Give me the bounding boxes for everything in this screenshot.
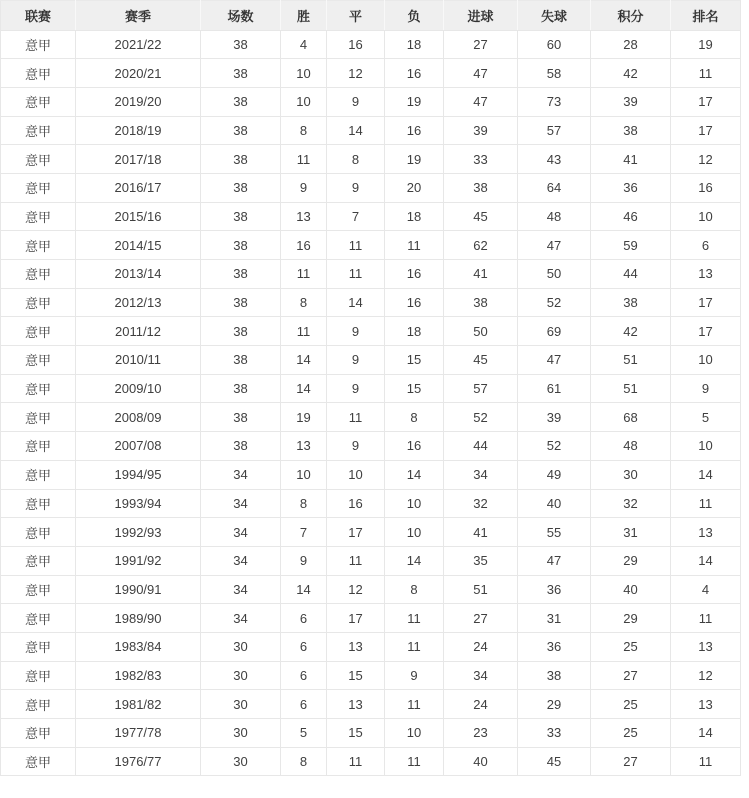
- cell-draws: 17: [327, 518, 385, 547]
- cell-season: 1989/90: [76, 604, 201, 633]
- cell-losses: 18: [385, 317, 444, 346]
- cell-wins: 10: [281, 59, 327, 88]
- cell-goals-against: 40: [518, 489, 591, 518]
- cell-league: 意甲: [1, 432, 76, 461]
- cell-season: 2020/21: [76, 59, 201, 88]
- cell-league: 意甲: [1, 546, 76, 575]
- column-header-wins: 胜: [281, 1, 327, 31]
- cell-season: 1991/92: [76, 546, 201, 575]
- cell-goals-against: 43: [518, 145, 591, 174]
- cell-goals-for: 47: [444, 87, 518, 116]
- cell-season: 2017/18: [76, 145, 201, 174]
- cell-rank: 13: [671, 690, 741, 719]
- table-row: [1, 145, 741, 174]
- cell-season: 1976/77: [76, 747, 201, 776]
- cell-goals-for: 57: [444, 374, 518, 403]
- cell-points: 25: [591, 690, 671, 719]
- cell-wins: 16: [281, 231, 327, 260]
- cell-losses: 15: [385, 374, 444, 403]
- table-row: [1, 30, 741, 59]
- cell-draws: 16: [327, 30, 385, 59]
- table-row: [1, 59, 741, 88]
- cell-league: 意甲: [1, 317, 76, 346]
- cell-matches: 38: [201, 260, 281, 289]
- cell-goals-for: 24: [444, 690, 518, 719]
- cell-losses: 10: [385, 518, 444, 547]
- cell-points: 32: [591, 489, 671, 518]
- cell-losses: 8: [385, 403, 444, 432]
- cell-goals-against: 55: [518, 518, 591, 547]
- table-row: [1, 575, 741, 604]
- cell-wins: 13: [281, 432, 327, 461]
- cell-wins: 10: [281, 87, 327, 116]
- cell-goals-against: 31: [518, 604, 591, 633]
- cell-league: 意甲: [1, 30, 76, 59]
- cell-draws: 11: [327, 403, 385, 432]
- column-header-points: 积分: [591, 1, 671, 31]
- cell-matches: 34: [201, 575, 281, 604]
- cell-season: 1993/94: [76, 489, 201, 518]
- cell-rank: 5: [671, 403, 741, 432]
- column-header-draws: 平: [327, 1, 385, 31]
- cell-league: 意甲: [1, 173, 76, 202]
- cell-losses: 19: [385, 145, 444, 174]
- cell-season: 1994/95: [76, 460, 201, 489]
- cell-matches: 38: [201, 116, 281, 145]
- cell-points: 59: [591, 231, 671, 260]
- cell-rank: 17: [671, 87, 741, 116]
- cell-losses: 16: [385, 116, 444, 145]
- cell-league: 意甲: [1, 116, 76, 145]
- cell-wins: 10: [281, 460, 327, 489]
- cell-wins: 14: [281, 346, 327, 375]
- cell-matches: 34: [201, 489, 281, 518]
- cell-wins: 8: [281, 489, 327, 518]
- cell-matches: 38: [201, 87, 281, 116]
- cell-points: 30: [591, 460, 671, 489]
- cell-goals-against: 45: [518, 747, 591, 776]
- table-row: [1, 489, 741, 518]
- table-row: [1, 346, 741, 375]
- cell-league: 意甲: [1, 719, 76, 748]
- table-row: [1, 432, 741, 461]
- cell-matches: 30: [201, 661, 281, 690]
- cell-wins: 6: [281, 690, 327, 719]
- cell-season: 1990/91: [76, 575, 201, 604]
- cell-goals-for: 47: [444, 59, 518, 88]
- cell-rank: 16: [671, 173, 741, 202]
- cell-rank: 14: [671, 546, 741, 575]
- cell-wins: 11: [281, 317, 327, 346]
- column-header-matches: 场数: [201, 1, 281, 31]
- cell-losses: 16: [385, 260, 444, 289]
- cell-wins: 9: [281, 173, 327, 202]
- cell-matches: 38: [201, 59, 281, 88]
- cell-points: 44: [591, 260, 671, 289]
- cell-points: 68: [591, 403, 671, 432]
- cell-rank: 11: [671, 59, 741, 88]
- cell-losses: 11: [385, 747, 444, 776]
- cell-matches: 30: [201, 690, 281, 719]
- cell-season: 2015/16: [76, 202, 201, 231]
- cell-draws: 9: [327, 317, 385, 346]
- cell-league: 意甲: [1, 489, 76, 518]
- cell-goals-against: 36: [518, 632, 591, 661]
- table-row: [1, 231, 741, 260]
- cell-rank: 14: [671, 719, 741, 748]
- table-row: [1, 661, 741, 690]
- cell-season: 2012/13: [76, 288, 201, 317]
- cell-points: 27: [591, 661, 671, 690]
- cell-draws: 16: [327, 489, 385, 518]
- cell-points: 39: [591, 87, 671, 116]
- cell-matches: 38: [201, 317, 281, 346]
- cell-points: 51: [591, 346, 671, 375]
- cell-matches: 34: [201, 518, 281, 547]
- cell-rank: 10: [671, 432, 741, 461]
- cell-losses: 8: [385, 575, 444, 604]
- cell-goals-against: 29: [518, 690, 591, 719]
- cell-losses: 11: [385, 604, 444, 633]
- cell-league: 意甲: [1, 661, 76, 690]
- cell-matches: 38: [201, 432, 281, 461]
- cell-goals-for: 34: [444, 460, 518, 489]
- cell-goals-against: 38: [518, 661, 591, 690]
- cell-season: 1983/84: [76, 632, 201, 661]
- cell-goals-for: 24: [444, 632, 518, 661]
- cell-goals-for: 52: [444, 403, 518, 432]
- cell-rank: 13: [671, 632, 741, 661]
- cell-goals-for: 38: [444, 173, 518, 202]
- table-row: [1, 403, 741, 432]
- cell-season: 2013/14: [76, 260, 201, 289]
- cell-draws: 11: [327, 747, 385, 776]
- cell-goals-against: 69: [518, 317, 591, 346]
- column-header-goals-against: 失球: [518, 1, 591, 31]
- table-row: [1, 518, 741, 547]
- cell-matches: 30: [201, 632, 281, 661]
- cell-season: 1977/78: [76, 719, 201, 748]
- table-row: [1, 632, 741, 661]
- cell-losses: 19: [385, 87, 444, 116]
- cell-league: 意甲: [1, 145, 76, 174]
- cell-goals-for: 45: [444, 202, 518, 231]
- cell-league: 意甲: [1, 518, 76, 547]
- cell-matches: 38: [201, 202, 281, 231]
- cell-draws: 13: [327, 632, 385, 661]
- cell-goals-for: 41: [444, 518, 518, 547]
- cell-wins: 11: [281, 145, 327, 174]
- column-header-season: 赛季: [76, 1, 201, 31]
- table-row: [1, 317, 741, 346]
- cell-losses: 10: [385, 489, 444, 518]
- cell-league: 意甲: [1, 690, 76, 719]
- cell-matches: 38: [201, 30, 281, 59]
- table-row: [1, 690, 741, 719]
- cell-goals-for: 41: [444, 260, 518, 289]
- cell-goals-against: 48: [518, 202, 591, 231]
- cell-matches: 38: [201, 374, 281, 403]
- cell-wins: 8: [281, 116, 327, 145]
- cell-league: 意甲: [1, 604, 76, 633]
- cell-league: 意甲: [1, 288, 76, 317]
- cell-goals-against: 52: [518, 432, 591, 461]
- table-row: [1, 604, 741, 633]
- cell-draws: 9: [327, 87, 385, 116]
- cell-season: 2021/22: [76, 30, 201, 59]
- cell-losses: 16: [385, 432, 444, 461]
- cell-draws: 11: [327, 546, 385, 575]
- cell-wins: 19: [281, 403, 327, 432]
- cell-wins: 5: [281, 719, 327, 748]
- table-row: [1, 719, 741, 748]
- cell-rank: 17: [671, 116, 741, 145]
- cell-goals-against: 60: [518, 30, 591, 59]
- cell-rank: 11: [671, 489, 741, 518]
- cell-rank: 10: [671, 346, 741, 375]
- cell-goals-for: 40: [444, 747, 518, 776]
- cell-season: 2009/10: [76, 374, 201, 403]
- cell-points: 29: [591, 604, 671, 633]
- cell-goals-against: 36: [518, 575, 591, 604]
- cell-losses: 18: [385, 30, 444, 59]
- cell-rank: 10: [671, 202, 741, 231]
- cell-points: 40: [591, 575, 671, 604]
- cell-goals-against: 33: [518, 719, 591, 748]
- cell-draws: 8: [327, 145, 385, 174]
- cell-goals-for: 50: [444, 317, 518, 346]
- cell-points: 29: [591, 546, 671, 575]
- cell-losses: 9: [385, 661, 444, 690]
- cell-goals-against: 64: [518, 173, 591, 202]
- cell-wins: 8: [281, 288, 327, 317]
- cell-league: 意甲: [1, 87, 76, 116]
- cell-losses: 16: [385, 59, 444, 88]
- cell-points: 27: [591, 747, 671, 776]
- cell-league: 意甲: [1, 346, 76, 375]
- cell-rank: 6: [671, 231, 741, 260]
- cell-matches: 38: [201, 231, 281, 260]
- cell-goals-against: 52: [518, 288, 591, 317]
- cell-losses: 16: [385, 288, 444, 317]
- table-row: [1, 374, 741, 403]
- cell-league: 意甲: [1, 260, 76, 289]
- column-header-rank: 排名: [671, 1, 741, 31]
- cell-league: 意甲: [1, 59, 76, 88]
- cell-season: 2011/12: [76, 317, 201, 346]
- table-row: [1, 116, 741, 145]
- cell-wins: 6: [281, 632, 327, 661]
- cell-matches: 34: [201, 546, 281, 575]
- cell-league: 意甲: [1, 202, 76, 231]
- cell-wins: 13: [281, 202, 327, 231]
- table-row: [1, 202, 741, 231]
- cell-draws: 14: [327, 288, 385, 317]
- cell-rank: 11: [671, 604, 741, 633]
- cell-draws: 10: [327, 460, 385, 489]
- cell-points: 28: [591, 30, 671, 59]
- cell-goals-for: 27: [444, 30, 518, 59]
- cell-season: 1992/93: [76, 518, 201, 547]
- cell-rank: 13: [671, 260, 741, 289]
- cell-matches: 38: [201, 288, 281, 317]
- cell-goals-for: 34: [444, 661, 518, 690]
- cell-goals-against: 47: [518, 231, 591, 260]
- cell-draws: 11: [327, 231, 385, 260]
- cell-points: 38: [591, 116, 671, 145]
- cell-season: 2010/11: [76, 346, 201, 375]
- cell-points: 42: [591, 317, 671, 346]
- cell-losses: 15: [385, 346, 444, 375]
- cell-wins: 6: [281, 661, 327, 690]
- cell-season: 2018/19: [76, 116, 201, 145]
- cell-goals-against: 73: [518, 87, 591, 116]
- cell-wins: 4: [281, 30, 327, 59]
- cell-wins: 9: [281, 546, 327, 575]
- table-row: [1, 173, 741, 202]
- cell-points: 41: [591, 145, 671, 174]
- cell-wins: 14: [281, 374, 327, 403]
- cell-matches: 38: [201, 173, 281, 202]
- cell-goals-for: 38: [444, 288, 518, 317]
- cell-rank: 17: [671, 288, 741, 317]
- cell-losses: 11: [385, 690, 444, 719]
- cell-goals-for: 44: [444, 432, 518, 461]
- cell-draws: 9: [327, 432, 385, 461]
- cell-season: 1982/83: [76, 661, 201, 690]
- table-row: [1, 546, 741, 575]
- cell-draws: 9: [327, 346, 385, 375]
- cell-draws: 11: [327, 260, 385, 289]
- cell-losses: 14: [385, 546, 444, 575]
- cell-season: 2007/08: [76, 432, 201, 461]
- cell-wins: 7: [281, 518, 327, 547]
- table-row: [1, 747, 741, 776]
- cell-season: 2014/15: [76, 231, 201, 260]
- cell-draws: 17: [327, 604, 385, 633]
- cell-points: 31: [591, 518, 671, 547]
- cell-goals-for: 51: [444, 575, 518, 604]
- cell-matches: 30: [201, 747, 281, 776]
- cell-matches: 34: [201, 460, 281, 489]
- cell-goals-against: 49: [518, 460, 591, 489]
- cell-goals-against: 47: [518, 346, 591, 375]
- cell-goals-for: 32: [444, 489, 518, 518]
- cell-goals-for: 35: [444, 546, 518, 575]
- cell-goals-for: 23: [444, 719, 518, 748]
- cell-league: 意甲: [1, 747, 76, 776]
- cell-goals-against: 57: [518, 116, 591, 145]
- cell-draws: 14: [327, 116, 385, 145]
- cell-matches: 38: [201, 403, 281, 432]
- cell-goals-for: 62: [444, 231, 518, 260]
- cell-points: 36: [591, 173, 671, 202]
- cell-draws: 12: [327, 575, 385, 604]
- cell-points: 51: [591, 374, 671, 403]
- cell-goals-for: 39: [444, 116, 518, 145]
- cell-goals-for: 27: [444, 604, 518, 633]
- cell-wins: 6: [281, 604, 327, 633]
- cell-wins: 11: [281, 260, 327, 289]
- cell-rank: 19: [671, 30, 741, 59]
- cell-wins: 8: [281, 747, 327, 776]
- cell-points: 38: [591, 288, 671, 317]
- cell-wins: 14: [281, 575, 327, 604]
- cell-season: 1981/82: [76, 690, 201, 719]
- cell-matches: 30: [201, 719, 281, 748]
- cell-goals-against: 39: [518, 403, 591, 432]
- cell-draws: 9: [327, 374, 385, 403]
- cell-losses: 11: [385, 231, 444, 260]
- cell-draws: 15: [327, 719, 385, 748]
- cell-losses: 10: [385, 719, 444, 748]
- cell-rank: 9: [671, 374, 741, 403]
- cell-draws: 12: [327, 59, 385, 88]
- column-header-losses: 负: [385, 1, 444, 31]
- cell-rank: 11: [671, 747, 741, 776]
- column-header-goals-for: 进球: [444, 1, 518, 31]
- cell-matches: 38: [201, 145, 281, 174]
- cell-rank: 14: [671, 460, 741, 489]
- cell-losses: 14: [385, 460, 444, 489]
- cell-points: 48: [591, 432, 671, 461]
- cell-league: 意甲: [1, 231, 76, 260]
- cell-season: 2019/20: [76, 87, 201, 116]
- cell-goals-against: 47: [518, 546, 591, 575]
- cell-league: 意甲: [1, 575, 76, 604]
- cell-rank: 17: [671, 317, 741, 346]
- cell-matches: 38: [201, 346, 281, 375]
- cell-losses: 18: [385, 202, 444, 231]
- cell-season: 2008/09: [76, 403, 201, 432]
- cell-goals-against: 58: [518, 59, 591, 88]
- table-row: [1, 460, 741, 489]
- cell-points: 25: [591, 719, 671, 748]
- cell-rank: 12: [671, 661, 741, 690]
- cell-losses: 11: [385, 632, 444, 661]
- table-row: [1, 260, 741, 289]
- cell-draws: 9: [327, 173, 385, 202]
- cell-draws: 7: [327, 202, 385, 231]
- cell-league: 意甲: [1, 403, 76, 432]
- cell-league: 意甲: [1, 632, 76, 661]
- cell-rank: 12: [671, 145, 741, 174]
- cell-goals-for: 33: [444, 145, 518, 174]
- cell-losses: 20: [385, 173, 444, 202]
- table-row: [1, 288, 741, 317]
- cell-rank: 4: [671, 575, 741, 604]
- column-header-league: 联赛: [1, 1, 76, 31]
- cell-draws: 15: [327, 661, 385, 690]
- cell-league: 意甲: [1, 374, 76, 403]
- cell-goals-for: 45: [444, 346, 518, 375]
- cell-goals-against: 61: [518, 374, 591, 403]
- cell-draws: 13: [327, 690, 385, 719]
- cell-points: 46: [591, 202, 671, 231]
- table-header-row: [1, 1, 741, 31]
- cell-goals-against: 50: [518, 260, 591, 289]
- cell-league: 意甲: [1, 460, 76, 489]
- table-row: [1, 87, 741, 116]
- cell-rank: 13: [671, 518, 741, 547]
- cell-points: 42: [591, 59, 671, 88]
- cell-points: 25: [591, 632, 671, 661]
- cell-matches: 34: [201, 604, 281, 633]
- cell-season: 2016/17: [76, 173, 201, 202]
